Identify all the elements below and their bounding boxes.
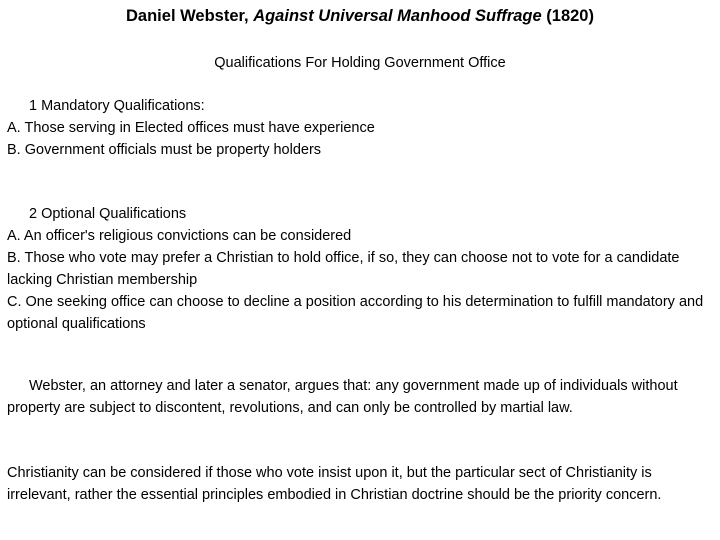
title-year: (1820) <box>546 7 594 25</box>
mandatory-item-b: B. Government officials must be property holders <box>7 142 322 158</box>
document-title <box>0 6 720 26</box>
optional-item-a: A. An officer's religious convictions can be considered <box>7 228 352 244</box>
mandatory-qualifications <box>7 95 715 161</box>
webster-paragraph <box>7 375 715 419</box>
mandatory-item-a: A. Those serving in Elected offices must have experience <box>7 120 375 136</box>
mandatory-heading: 1 Mandatory Qualifications: <box>29 98 205 114</box>
optional-item-c: C. One seeking office can choose to decline a position according to his determination to fulfill mandatory and optional qualifications <box>7 294 704 332</box>
optional-heading: 2 Optional Qualifications <box>29 206 187 222</box>
title-author: Daniel Webster, <box>126 7 249 25</box>
christianity-paragraph: Christianity can be considered if those who vote insist upon it, but the particular sect of Christianity is irrelevant, rather the essential principles embodied in Christian doctrine should be the priority concern. <box>7 465 662 503</box>
title-work: Against Universal Manhood Suffrage <box>253 7 542 25</box>
section-subtitle: Qualifications For Holding Government Office <box>214 55 506 71</box>
optional-qualifications <box>7 203 715 335</box>
webster-paragraph-text: Webster, an attorney and later a senator, argues that: any government made up of individuals without property are subject to discontent, revolutions, and can only be controlled by martial law. <box>7 378 678 416</box>
optional-item-b: B. Those who vote may prefer a Christian to hold office, if so, they can choose not to vote for a candidate lacking Christian membership <box>7 250 680 288</box>
